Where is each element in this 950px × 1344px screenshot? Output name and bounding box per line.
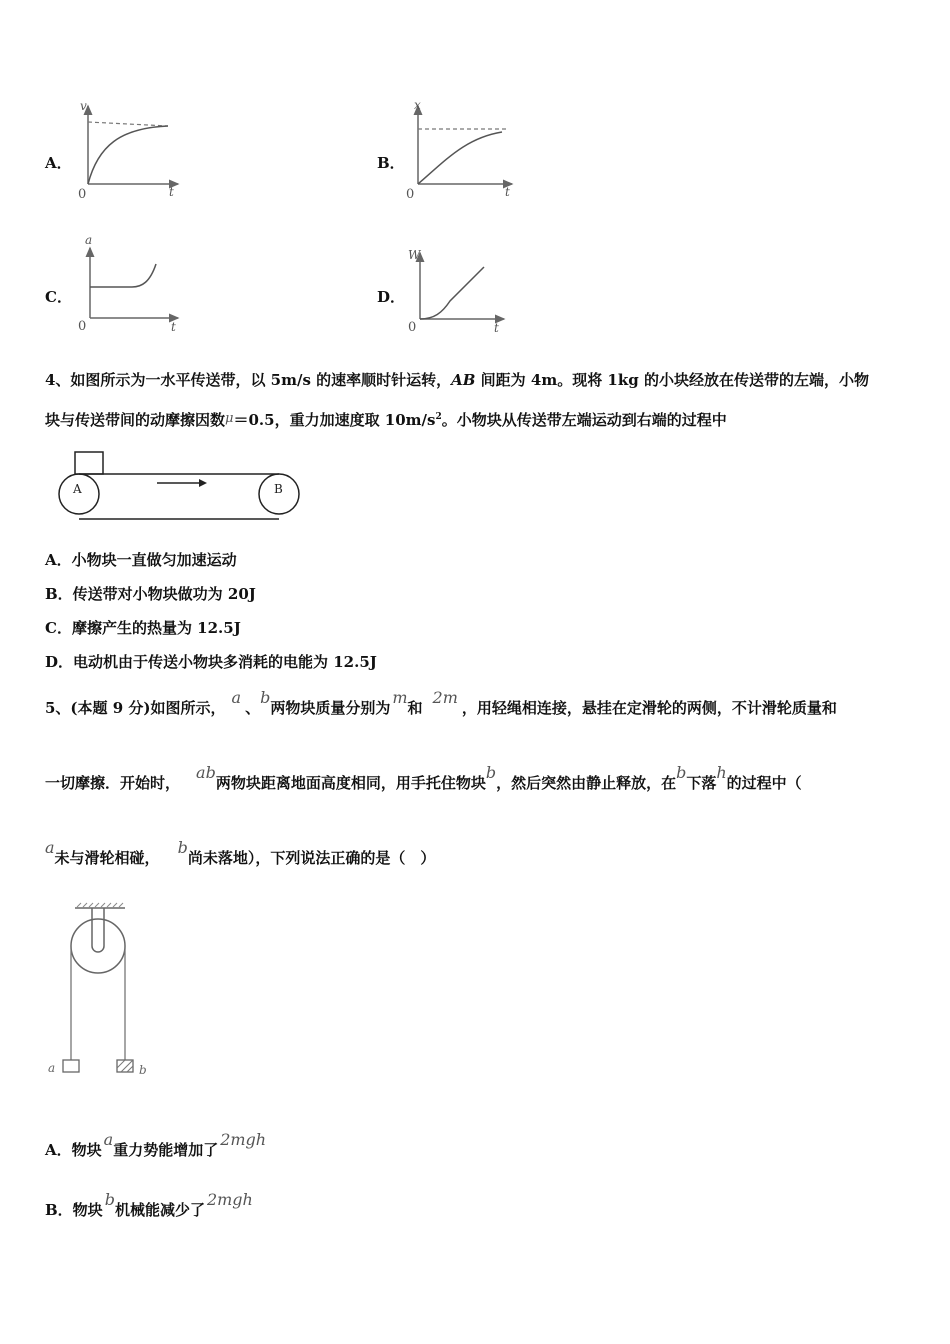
- block-a: [63, 1060, 79, 1072]
- q4-text: 4、如图所示为一水平传送带，以 5m/s 的速率顺时针运转，: [45, 371, 452, 389]
- x-axis-label: t: [169, 185, 174, 199]
- q5-text: 两物块距离地面高度相同，用手托住物块: [215, 774, 486, 792]
- q5-text: 一切摩擦．开始时，: [45, 774, 181, 792]
- var-b: b: [104, 1190, 115, 1209]
- graph-option-d-label: D．: [377, 288, 406, 306]
- curve: [88, 126, 168, 184]
- q5-text: ，用轻绳相连接，悬挂在定滑轮的两侧，不计滑轮质量和: [461, 699, 837, 717]
- q4-ab-symbol: AB: [451, 371, 476, 389]
- q5-option-text: A．物块: [45, 1141, 102, 1159]
- graph-option-c-label: C．: [45, 288, 72, 306]
- q5-option-text: 机械能减少了: [114, 1201, 205, 1219]
- conveyor-belt-diagram: [55, 448, 305, 526]
- pulley-bracket: [92, 908, 104, 952]
- mu-symbol: μ: [225, 411, 234, 426]
- q4-text: 间距为 4m。现将 1kg 的小块经放在传送带的左端，小物: [475, 371, 869, 389]
- q4-option-c: C．摩擦产生的热量为 12.5J: [45, 619, 241, 637]
- var-a: a: [231, 688, 242, 707]
- direction-arrow-head: [199, 479, 207, 487]
- q5-text: 、: [245, 699, 261, 717]
- var-b: b: [205, 763, 216, 782]
- q4-option-b: B．传送带对小物块做功为 20J: [45, 585, 256, 603]
- value-2mgh: 2mgh: [220, 1130, 267, 1149]
- ceiling-hatching: [77, 903, 123, 907]
- value-2mgh: 2mgh: [206, 1190, 253, 1209]
- graph-w-t: [400, 245, 520, 335]
- x-axis-label: t: [171, 320, 176, 334]
- curve: [90, 264, 156, 287]
- y-axis-label: x: [414, 98, 421, 112]
- origin-label: 0: [408, 320, 417, 335]
- q5-text: 尚未落地），下列说法正确的是（ ）: [187, 849, 436, 867]
- graph-a-t: [70, 230, 190, 335]
- var-h: h: [716, 763, 727, 782]
- origin-label: 0: [78, 187, 87, 201]
- block-a-label: a: [48, 1061, 56, 1075]
- q4-text: 。小物块从传送带左端运动到右端的过程中: [441, 411, 727, 429]
- var-a: a: [45, 838, 55, 857]
- q4-text: 块与传送带间的动摩擦因数: [45, 411, 226, 429]
- pulley-wheel: [71, 919, 125, 973]
- asymptote: [88, 122, 168, 126]
- x-axis-label: t: [494, 321, 499, 335]
- graph-option-b-label: B．: [377, 154, 405, 172]
- var-a: a: [196, 763, 206, 782]
- y-axis-label: a: [85, 233, 93, 247]
- graph-option-a-label: A．: [45, 154, 72, 172]
- var-b: b: [485, 763, 497, 782]
- curve: [420, 267, 484, 319]
- q5-option-b: [45, 1190, 253, 1220]
- q5-text: 未与滑轮相碰，: [54, 849, 160, 867]
- q4-stem-line2: [45, 407, 727, 432]
- y-axis-label: W: [408, 248, 421, 262]
- q5-text: 下落: [686, 774, 717, 792]
- block-b-label: b: [139, 1063, 147, 1077]
- q4-option-d: D．电动机由于传送小物块多消耗的电能为 12.5J: [45, 653, 377, 671]
- var-2m: 2m: [432, 688, 458, 707]
- q4-stem-line1: [45, 370, 869, 390]
- var-b: b: [676, 763, 687, 782]
- q4-exponent: 2: [435, 412, 442, 422]
- pulley-a-label: A: [73, 482, 82, 496]
- q5-option-text: B．物块: [45, 1201, 103, 1219]
- curve: [418, 132, 502, 184]
- var-a: a: [103, 1130, 114, 1149]
- q4-option-a: A．小物块一直做匀加速运动: [45, 551, 237, 569]
- x-axis-label: t: [505, 185, 510, 199]
- q5-text: 和: [407, 699, 423, 717]
- y-axis-label: v: [80, 99, 87, 113]
- origin-label: 0: [78, 319, 87, 334]
- q5-option-a: [45, 1130, 267, 1160]
- q5-stem-line2: [45, 763, 802, 793]
- graph-x-t: [400, 96, 520, 201]
- var-b: b: [177, 838, 188, 857]
- var-m: m: [392, 688, 408, 707]
- pulley-diagram: [45, 902, 165, 1082]
- q5-option-text: 重力势能增加了: [113, 1141, 219, 1159]
- origin-label: 0: [406, 187, 415, 201]
- q5-text: 5、(本题 9 分)如图所示，: [45, 699, 226, 717]
- q5-stem-line1: [45, 688, 837, 718]
- q5-text: 两物块质量分别为: [270, 699, 391, 717]
- q5-text: ，然后突然由静止释放，在: [496, 774, 677, 792]
- q5-stem-line3: [45, 838, 436, 868]
- pulley-b-label: B: [274, 482, 283, 496]
- q5-text: 的过程中（: [726, 774, 802, 792]
- graph-v-t: [70, 96, 190, 201]
- q4-text: ＝0.5，重力加速度取 10m/s: [233, 411, 436, 429]
- block: [75, 452, 103, 474]
- var-b: b: [260, 688, 271, 707]
